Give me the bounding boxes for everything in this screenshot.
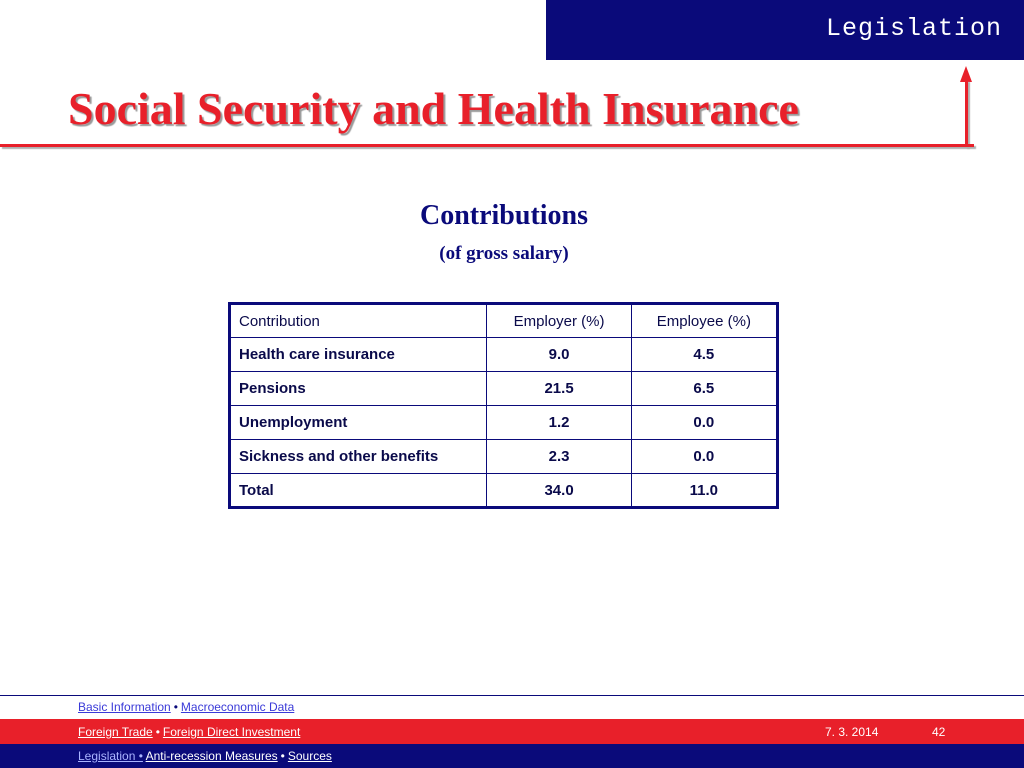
footer-nav-row-3 <box>78 749 332 763</box>
link-macroeconomic-data[interactable]: Macroeconomic Data <box>180 700 295 714</box>
employee-value: 0.0 <box>631 440 777 474</box>
contributions-table <box>228 302 779 509</box>
link-foreign-trade[interactable]: Foreign Trade <box>78 725 153 739</box>
table-row <box>230 372 778 406</box>
link-basic-information[interactable]: Basic Information <box>78 700 171 714</box>
header-contribution: Contribution <box>230 304 487 338</box>
employer-value: 9.0 <box>487 338 631 372</box>
row-label: Unemployment <box>230 406 487 440</box>
footer-nav-row-1 <box>78 700 294 714</box>
table-heading: Contributions <box>419 200 589 231</box>
employee-value: 4.5 <box>631 338 777 372</box>
footer-nav-row-2 <box>78 725 300 739</box>
employee-value: 0.0 <box>631 406 777 440</box>
table-row-total <box>230 474 778 508</box>
bullet-separator: • <box>173 700 178 714</box>
header-employer: Employer (%) <box>487 304 631 338</box>
bullet-separator: • <box>155 725 160 739</box>
employer-value: 21.5 <box>487 372 631 406</box>
link-legislation[interactable]: Legislation • <box>78 749 143 763</box>
header-employee: Employee (%) <box>631 304 777 338</box>
table-subheading: (of gross salary) <box>439 243 569 264</box>
link-anti-recession-measures[interactable]: Anti-recession Measures <box>145 749 278 763</box>
footer-divider <box>0 695 1024 696</box>
table-header-row <box>230 304 778 338</box>
employee-value: 11.0 <box>631 474 777 508</box>
title-underline <box>0 144 974 147</box>
row-label: Pensions <box>230 372 487 406</box>
page-title: Social Security and Health Insurance <box>68 83 799 134</box>
employee-value: 6.5 <box>631 372 777 406</box>
employer-value: 2.3 <box>487 440 631 474</box>
bullet-separator: • <box>280 749 285 763</box>
employer-value: 1.2 <box>487 406 631 440</box>
row-label: Sickness and other benefits <box>230 440 487 474</box>
table-row <box>230 338 778 372</box>
link-sources[interactable]: Sources <box>287 749 332 763</box>
link-foreign-direct-investment[interactable]: Foreign Direct Investment <box>162 725 301 739</box>
section-tag: Legislation <box>546 0 1024 60</box>
table-row <box>230 440 778 474</box>
row-label: Total <box>230 474 487 508</box>
table-row <box>230 406 778 440</box>
slide-date: 7. 3. 2014 <box>825 725 879 739</box>
employer-value: 34.0 <box>487 474 631 508</box>
row-label: Health care insurance <box>230 338 487 372</box>
title-bracket-vertical <box>965 80 968 147</box>
slide-page-number: 42 <box>932 725 946 739</box>
